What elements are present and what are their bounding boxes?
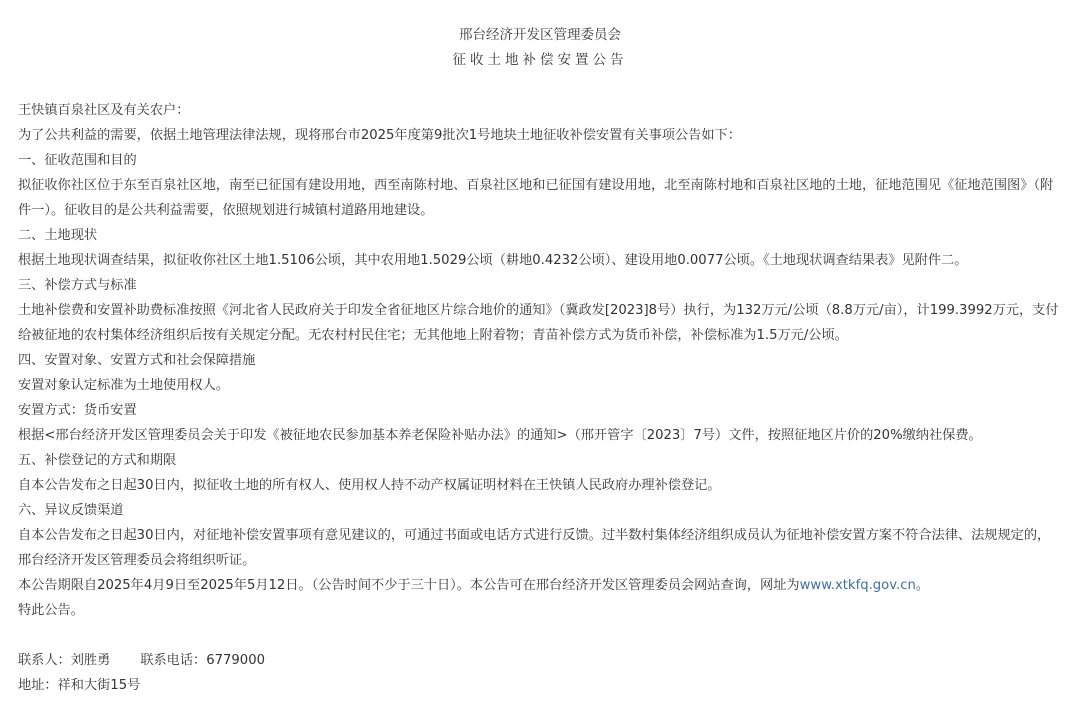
- period-text: 本公告期限自2025年4月9日至2025年5月12日。（公告时间不少于三十日）。本公告可在邢台经济开发区管理委员会网站查询，网址为: [18, 578, 800, 593]
- section-4-text-2: 安置方式：货币安置: [18, 403, 137, 418]
- page-title: 邢台经济开发区管理委员会: [459, 27, 621, 43]
- section-6-heading: 六、异议反馈渠道: [18, 503, 124, 518]
- section-5-text: 自本公告发布之日起30日内，拟征收土地的所有权人、使用权人持不动产权属证明材料在王快镇人民政府办理补偿登记。: [18, 478, 721, 493]
- section-2-heading: 二、土地现状: [18, 228, 98, 243]
- section-6-text: 自本公告发布之日起30日内，对征地补偿安置事项有意见建议的，可通过书面或电话方式进行反馈。过半数村集体经济组织成员认为征地补偿安置方案不符合法律、法规规定的，邢台经济开发区管理委员会将组织听证。: [18, 528, 1051, 568]
- spacer: [18, 623, 1062, 648]
- section-3-text: 土地补偿费和安置补助费标准按照《河北省人民政府关于印发全省征地区片综合地价的通知》（冀政发[2023]8号）执行，为132万元/公顷（8.8万元/亩），计199.3992万元，支付给被征地的农村集体经济组织后按有关规定分配。无农村村民住宅；无其他地上附着物；青苗补偿方式为货币补偿，补偿标准为1.5万元/公顷。: [18, 303, 1059, 343]
- contact-person: 联系人：刘胜勇: [18, 653, 111, 668]
- header: [18, 22, 1062, 72]
- contact-row: [18, 648, 1062, 673]
- announcement-body: [18, 98, 1062, 698]
- section-4-text-3: 根据<邢台经济开发区管理委员会关于印发《被征地农民参加基本养老保险补贴办法》的通知>（邢开管字〔2023〕7号）文件，按照征地区片价的20%缴纳社保费。: [18, 428, 982, 443]
- addressee: 王快镇百泉社区及有关农户：: [18, 103, 190, 118]
- contact-phone: 联系电话：6779000: [140, 653, 265, 668]
- section-5-heading: 五、补偿登记的方式和期限: [18, 453, 177, 468]
- section-4-text-1: 安置对象认定标准为土地使用权人。: [18, 378, 229, 393]
- period-paragraph: [18, 573, 1062, 598]
- closing: 特此公告。: [18, 603, 84, 618]
- section-2-text: 根据土地现状调查结果，拟征收你社区土地1.5106公顷，其中农用地1.5029公顷（耕地0.4232公顷）、建设用地0.0077公顷。《土地现状调查结果表》见附件二。: [18, 253, 968, 268]
- website-link[interactable]: www.xtkfq.gov.cn: [799, 578, 916, 593]
- section-1-text: 拟征收你社区位于东至百泉社区地，南至已征国有建设用地，西至南陈村地、百泉社区地和已征国有建设用地，北至南陈村地和百泉社区地的土地，征地范围见《征地范围图》（附件一）。征收目的是公共利益需要，依照规划进行城镇村道路用地建设。: [18, 178, 1054, 218]
- section-3-heading: 三、补偿方式与标准: [18, 278, 137, 293]
- page-subtitle: 征收土地补偿安置公告: [452, 52, 628, 68]
- period-end: 。: [915, 578, 929, 593]
- section-1-heading: 一、征收范围和目的: [18, 153, 137, 168]
- intro-paragraph: 为了公共利益的需要，依据土地管理法律法规，现将邢台市2025年度第9批次1号地块土地征收补偿安置有关事项公告如下：: [18, 128, 741, 143]
- section-4-heading: 四、安置对象、安置方式和社会保障措施: [18, 353, 256, 368]
- contact-address: 地址：祥和大街15号: [18, 678, 141, 693]
